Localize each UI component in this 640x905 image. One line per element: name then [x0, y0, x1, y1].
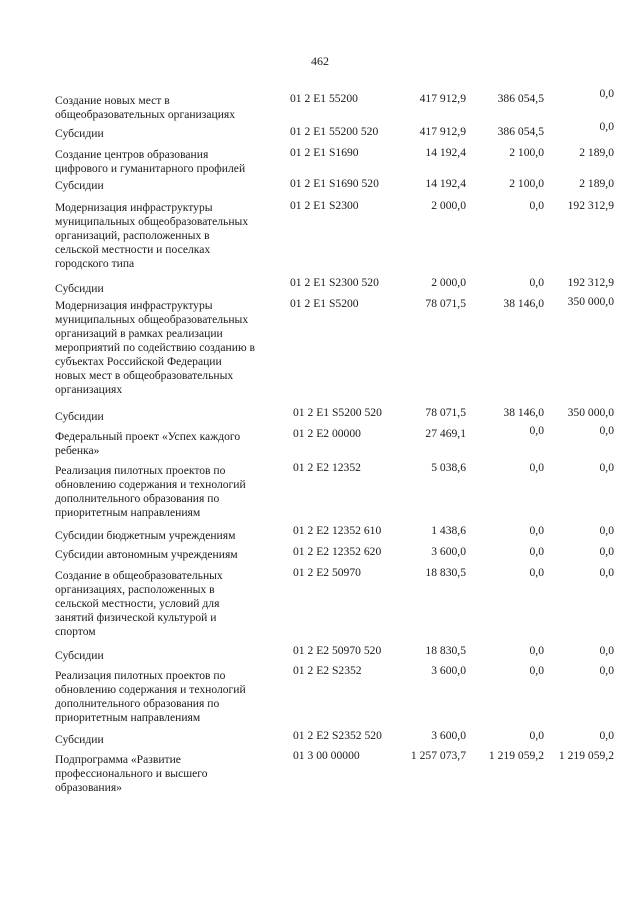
- row-code: 01 2 E2 12352: [293, 461, 361, 474]
- page-number: 462: [311, 54, 329, 68]
- row-value-1: 78 071,5: [425, 406, 466, 419]
- row-value-1: 27 469,1: [425, 427, 466, 440]
- row-value-2: 0,0: [529, 461, 544, 474]
- row-code: 01 2 E1 S5200 520: [293, 406, 382, 419]
- row-value-1: 3 600,0: [431, 729, 466, 742]
- row-value-3: 2 189,0: [579, 146, 614, 159]
- row-name: Федеральный проект «Успех каждого ребенка»: [55, 430, 241, 457]
- row-value-1: 78 071,5: [425, 297, 466, 310]
- row-code: 01 2 E2 00000: [293, 427, 361, 440]
- row-code: 01 2 E1 55200 520: [290, 125, 379, 138]
- row-value-3: 0,0: [599, 524, 614, 537]
- row-value-3: 0,0: [599, 424, 614, 437]
- row-value-3: 192 312,9: [567, 199, 614, 212]
- row-value-3: 0,0: [599, 461, 614, 474]
- row-code: 01 2 E2 50970 520: [293, 644, 382, 657]
- row-name: Создание центров образования цифрового и гуманитарного профилей: [55, 148, 246, 175]
- row-value-1: 417 912,9: [419, 92, 466, 105]
- row-name: Субсидии: [55, 649, 104, 662]
- row-value-3: 350 000,0: [567, 295, 614, 308]
- row-value-2: 0,0: [529, 424, 544, 437]
- row-name: Субсидии: [55, 179, 104, 192]
- row-code: 01 2 E1 S2300: [290, 199, 359, 212]
- row-value-3: 0,0: [599, 87, 614, 100]
- row-name: Субсидии бюджетным учреждениям: [55, 529, 236, 542]
- row-value-1: 18 830,5: [425, 566, 466, 579]
- row-value-3: 0,0: [599, 729, 614, 742]
- row-name: Субсидии: [55, 733, 104, 746]
- row-value-1: 3 600,0: [431, 664, 466, 677]
- row-value-1: 417 912,9: [419, 125, 466, 138]
- row-code: 01 2 E2 50970: [293, 566, 361, 579]
- row-value-3: 0,0: [599, 120, 614, 133]
- row-name: Модернизация инфраструктуры муниципальных общеобразовательных организаций в рамках реализации мероприятий по содействию созданию в субъектах Российской Федерации новых мест в общеобразовательных организациях: [55, 299, 255, 396]
- row-value-1: 14 192,4: [425, 146, 466, 159]
- row-name: Субсидии: [55, 127, 104, 140]
- row-code: 01 2 E2 12352 620: [293, 545, 382, 558]
- row-value-3: 0,0: [599, 566, 614, 579]
- row-value-2: 0,0: [529, 524, 544, 537]
- row-value-2: 0,0: [529, 276, 544, 289]
- row-name: Реализация пилотных проектов по обновлению содержания и технологий дополнительного образования по приоритетным направлениям: [55, 669, 246, 724]
- row-value-2: 0,0: [529, 664, 544, 677]
- row-value-2: 386 054,5: [497, 125, 544, 138]
- row-code: 01 2 E1 S1690: [290, 146, 359, 159]
- row-code: 01 2 E2 S2352 520: [293, 729, 382, 742]
- row-value-3: 0,0: [599, 664, 614, 677]
- row-value-2: 0,0: [529, 566, 544, 579]
- row-name: Субсидии: [55, 410, 104, 423]
- row-code: 01 2 E1 S1690 520: [290, 177, 379, 190]
- row-value-2: 0,0: [529, 729, 544, 742]
- row-value-2: 38 146,0: [503, 406, 544, 419]
- row-name: Подпрограмма «Развитие профессионального и высшего образования»: [55, 753, 208, 794]
- row-value-2: 0,0: [529, 644, 544, 657]
- row-value-1: 1 257 073,7: [410, 749, 466, 762]
- row-value-3: 350 000,0: [567, 406, 614, 419]
- row-value-1: 2 000,0: [431, 276, 466, 289]
- row-code: 01 2 E2 S2352: [293, 664, 362, 677]
- row-value-1: 1 438,6: [431, 524, 466, 537]
- row-value-3: 1 219 059,2: [558, 749, 614, 762]
- row-code: 01 3 00 00000: [293, 749, 360, 762]
- row-value-2: 1 219 059,2: [488, 749, 544, 762]
- row-value-2: 2 100,0: [509, 177, 544, 190]
- row-value-2: 38 146,0: [503, 297, 544, 310]
- row-value-2: 0,0: [529, 545, 544, 558]
- row-value-3: 2 189,0: [579, 177, 614, 190]
- row-name: Субсидии: [55, 282, 104, 295]
- row-value-1: 14 192,4: [425, 177, 466, 190]
- row-name: Создание новых мест в общеобразовательных организациях: [55, 94, 236, 121]
- row-value-1: 18 830,5: [425, 644, 466, 657]
- row-value-3: 192 312,9: [567, 276, 614, 289]
- row-code: 01 2 E2 12352 610: [293, 524, 382, 537]
- row-value-2: 2 100,0: [509, 146, 544, 159]
- row-name: Создание в общеобразовательных организациях, расположенных в сельской местности, условий для занятий физической культурой и спортом: [55, 569, 223, 638]
- row-value-3: 0,0: [599, 644, 614, 657]
- row-name: Модернизация инфраструктуры муниципальных общеобразовательных организаций, расположенных в сельской местности и поселках городского типа: [55, 201, 249, 270]
- row-value-2: 386 054,5: [497, 92, 544, 105]
- row-name: Субсидии автономным учреждениям: [55, 548, 238, 561]
- row-code: 01 2 E1 S5200: [290, 297, 359, 310]
- row-code: 01 2 E1 S2300 520: [290, 276, 379, 289]
- row-value-2: 0,0: [529, 199, 544, 212]
- row-name: Реализация пилотных проектов по обновлению содержания и технологий дополнительного образования по приоритетным направлениям: [55, 464, 246, 519]
- row-value-1: 5 038,6: [431, 461, 466, 474]
- row-code: 01 2 E1 55200: [290, 92, 358, 105]
- row-value-1: 2 000,0: [431, 199, 466, 212]
- row-value-1: 3 600,0: [431, 545, 466, 558]
- row-value-3: 0,0: [599, 545, 614, 558]
